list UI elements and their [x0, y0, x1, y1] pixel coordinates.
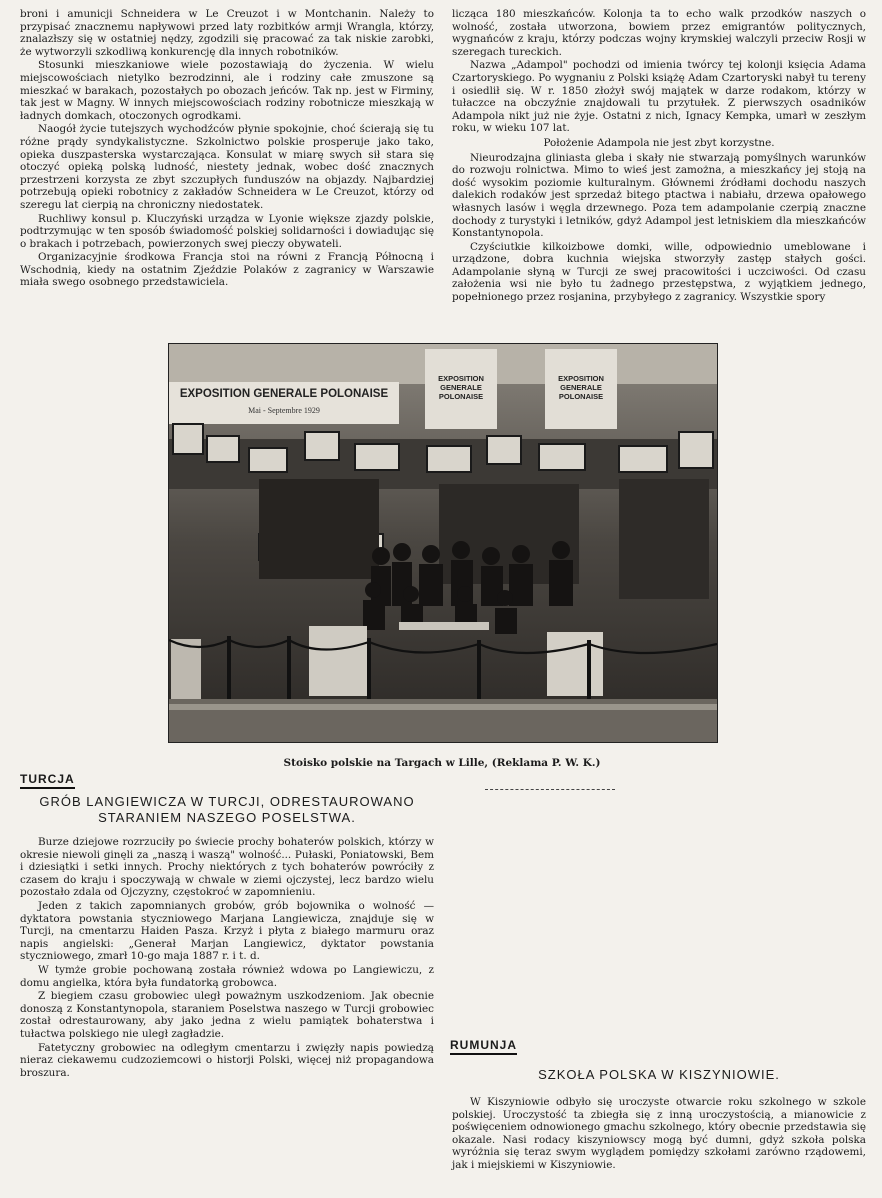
display-case-left	[309, 626, 367, 696]
section-label-rumunja: RUMUNJA	[450, 1038, 517, 1055]
paragraph: Naogół życie tutejszych wychodźców płynie spokojnie, choć ścierają się tu różne prądy syndykalistyczne. Szkolnictwo polskie prosperuje jako tako, opieka duszpasterska wystarczająca. Konsulat w miarę swych sił stara się otoczyć opieką polską ludność, niestety jednak, wobec dość znacznych przestrzeni korzysta ze zbyt szczupłych funduszów na objazdy. Najbardziej potrzebują opieki robotnicy z zakładów Schneidera w Le Creuzot, którzy od szeregu lat cierpią na chroniczny niedostatek.	[20, 123, 434, 211]
paragraph: Jeden z takich zapomnianych grobów, grób bojownika o wolność — dyktatora powstania styczniowego Marjana Langiewicza, znajduje się w Turcji, na cmentarzu Haiden Pasza. Krzyż i płyta z białego marmuru oraz napis angielski: „Generał Marjan Langiewicz, dyktator powstania styczniowego, zmarł 10-go maja 1887 r. i t. d.	[20, 899, 434, 963]
banner-small-text-2: EXPOSITION GENERALE POLONAISE	[558, 374, 604, 401]
display-case-right	[547, 632, 603, 696]
paragraph: Nieurodzajna gliniasta gleba i skały nie stwarzają pomyślnych warunków do rozwoju rolnictwa. Mimo to wieś jest zamożna, a mieszkańcy jej stoją na dość wysokim poziomie kulturalnym. Głównemi źródłami dochodu naszych dalekich rodaków jest sprzedaż bitego ptactwa i nabiału, drzewa opałowego własnych lasów i węgla drzewnego. Poza tem adampolanie czerpią znaczne dochody z turystyki i letników, gdyż Adampol jest letniskiem dla mieszkańców Konstantynopola.	[452, 151, 866, 240]
article-headline-rumunja: SZKOŁA POLSKA W KISZYNIOWIE.	[538, 1067, 780, 1082]
banner-left-text: EXPOSITION GENERALE POLONAISE	[179, 388, 389, 400]
paragraph: Ruchliwy konsul p. Kluczyński urządza w Lyonie większe zjazdy polskie, podtrzymując w ten sposób świadomość polskiej solidarności i dowiadując się o brakach i potrzebach, powierzonych swej pieczy obywateli.	[20, 212, 434, 250]
paragraph: W tymże grobie pochowaną została również wdowa po Langiewiczu, z domu angielka, która była fundatorką grobowca.	[20, 963, 434, 989]
exhibition-photo	[168, 343, 718, 743]
top-right-column	[452, 8, 866, 305]
subhead: Położenie Adampola nie jest zbyt korzystne.	[543, 136, 775, 149]
section-label-turcja: TURCJA	[20, 772, 75, 789]
paragraph: licząca 180 mieszkańców. Kolonja ta to echo walk przodków naszych o wolność, została utworzona, bowiem przez emigrantów politycznych, wygnańców z kraju, którzy podczas wojny krymskiej walczyli przeciw Rosji w szeregach tureckich.	[452, 8, 866, 58]
paragraph: Stosunki mieszkaniowe wiele pozostawiają do życzenia. W wielu miejscowościach nietylko bezrodzinni, ale i rodziny całe zmuszone są mieszkać w barakach, pozostałych po obozach jeńców. Tak np. jest w Firminy, tak jest w Magny. W innych miejscowościach rodziny robotnicze mieszkają w ładnych domkach, otoczonych ogrodkami.	[20, 59, 434, 122]
banner-left-subtext: Mai - Septembre 1929	[248, 406, 320, 415]
paragraph: Organizacyjnie środkowa Francja stoi na równi z Francją Północną i Wschodnią, kiedy na ostatnim Zjeździe Polaków z zagranicy w Warszawie miała swego osobnego przedstawiciela.	[20, 251, 434, 289]
paragraph: W Kiszyniowie odbyło się uroczyste otwarcie roku szkolnego w szkole polskiej. Uroczystość ta zbiegła się z inną uroczystością, a mianowicie z poświęceniem odnowionego gmachu szkolnego, który obecnie przedstawia się okazale. Nasi rodacy kiszyniowscy mogą być dumni, gdyż szkoła polska wyróżnia się teraz swym wyglądem pomiędzy szkołami zarówno rządowemi, jak i miejskiemi w Kiszyniowie.	[452, 1096, 866, 1171]
separator-dash	[485, 789, 615, 790]
turcja-article-body	[20, 836, 434, 1080]
photo-caption: Stoisko polskie na Targach w Lille, (Reklama P. W. K.)	[283, 757, 601, 769]
top-left-column	[20, 8, 434, 290]
paragraph: broni i amunicji Schneidera w Le Creuzot i w Montchanin. Należy to przypisać znacznemu napływowi przed laty rozbitków armji Wrangla, którzy, znalazłszy się w ostatniej nędzy, zgodzili się pracować za tak niskie zarobki, że wytworzyli szkodliwą konkurencję dla innych robotników.	[20, 8, 434, 58]
article-headline-turcja: GRÓB LANGIEWICZA W TURCJI, ODRESTAUROWANO STARANIEM NASZEGO POSELSTWA.	[39, 794, 415, 825]
paragraph: Nazwa „Adampol" pochodzi od imienia twórcy tej kolonji księcia Adama Czartoryskiego. Po wygnaniu z Polski książę Adam Czartoryski nabył tu tereny i osiedlił się. W r. 1850 złożył swój majątek w darze rodakom, którzy w tułaczce na obczyźnie znajdowali tu przytułek. Z pierwszych osadników Adampola nikt już nie żyje. Ostatni z nich, Ignacy Kempka, umarł w zeszłym roku, w wieku 107 lat.	[452, 59, 866, 135]
rumunja-article-body	[452, 1096, 866, 1173]
paragraph: Z biegiem czasu grobowiec uległ poważnym uszkodzeniom. Jak obecnie donoszą z Konstantynopola, staraniem Poselstwa naszego w Turcji grobowiec został odrestaurowany, aby jako jedna z wielu pamiątek bohaterstwa i tułactwa polskiego nie uległ zagładzie.	[20, 990, 434, 1040]
paragraph: Czyściutkie kilkoizbowe domki, wille, odpowiednio umeblowane i urządzone, dobra kuchnia wiejska stworzyły zastęp stałych gości. Adampolanie słyną w Turcji ze swej pracowitości i uczciwości. Od czasu założenia wsi nie było tu żadnego przestępstwa, z wyjątkiem jednego, popełnionego przez rosjanina, przybyłego z zagranicy. Wszystkie spory	[452, 240, 866, 304]
banner-small-text-1: EXPOSITION GENERALE POLONAISE	[438, 374, 484, 401]
paragraph: Fatetyczny grobowiec na odległym cmentarzu i zwięzły napis powiedzą nieraz ciekawemu cudzoziemcowi o historji Polski, więcej niż propagandowa broszura.	[20, 1041, 434, 1079]
paragraph: Burze dziejowe rozrzuciły po świecie prochy bohaterów polskich, którzy w okresie niewoli ginęli za „naszą i waszą" wolność... Pułaski, Poniatowski, Bem i dziesiątki i setki innych. Prochy niektórych z tych bohaterów powróciły z czasem do kraju i spoczywają w chwale w ziemi ojczystej, lecz bardzo wielu pozostało zdala od Ojczyzny, częstokroć w zapomnieniu.	[20, 836, 434, 899]
exhibition-photo-illustration	[169, 344, 717, 742]
